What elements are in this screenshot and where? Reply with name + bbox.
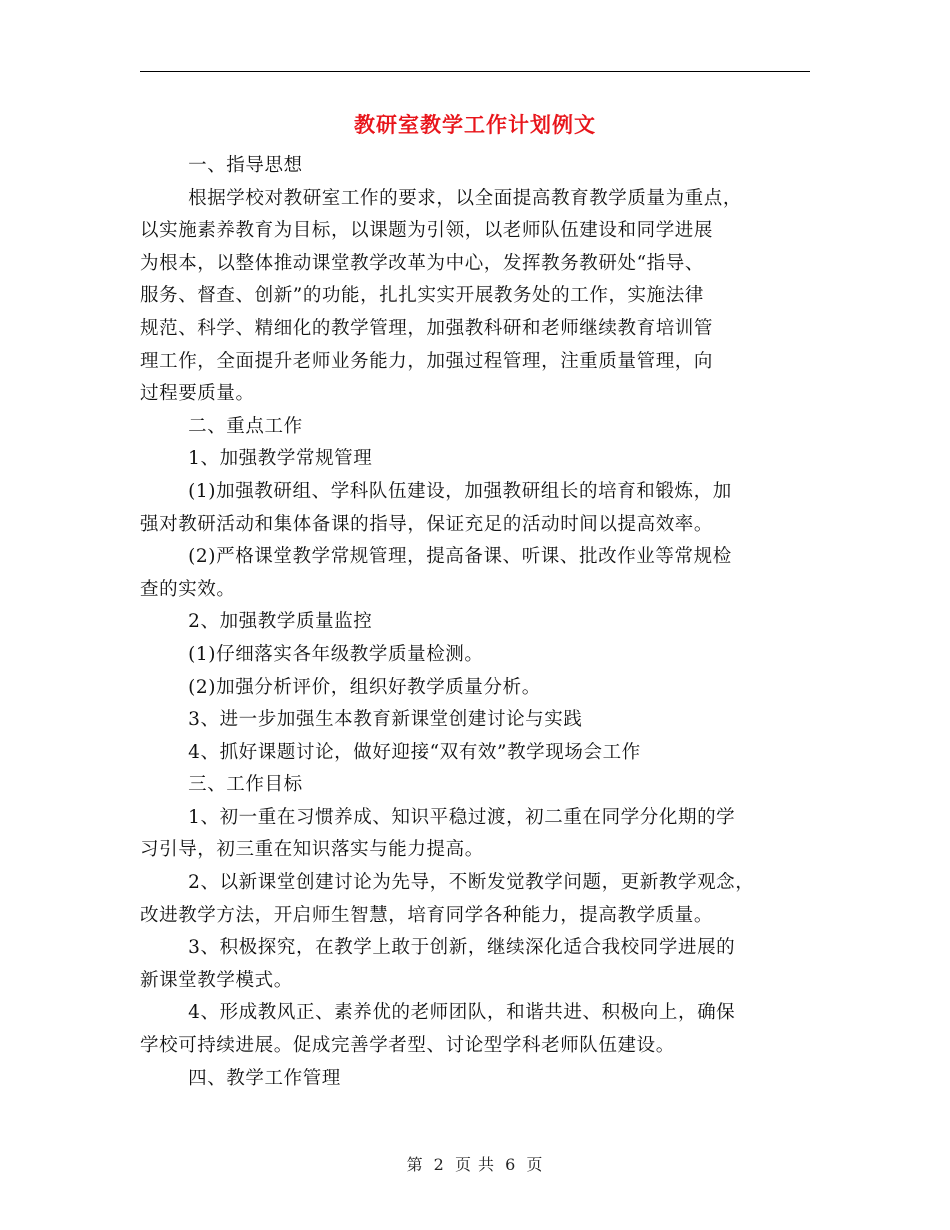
text-line: 理工作，全面提升老师业务能力，加强过程管理，注重质量管理，向 xyxy=(140,350,714,372)
text-line: 1、加强教学常规管理 xyxy=(188,448,373,470)
text-line: 2、加强教学质量监控 xyxy=(188,611,373,633)
footer-prefix: 第 xyxy=(406,1155,424,1174)
text-line: 以实施素养教育为目标，以课题为引领，以老师队伍建设和同学进展 xyxy=(140,220,714,242)
footer-suffix: 页 xyxy=(526,1155,544,1174)
header-rule xyxy=(140,71,810,72)
text-line: 新课堂教学模式。 xyxy=(140,969,293,991)
text-line: 4、抓好课题讨论，做好迎接“双有效”教学现场会工作 xyxy=(188,741,641,763)
document-body xyxy=(140,150,812,1095)
text-line: 查的实效。 xyxy=(140,578,236,600)
text-line: (2)加强分析评价，组织好教学质量分析。 xyxy=(188,676,541,698)
text-line: 一、指导思想 xyxy=(188,155,303,176)
text-line: (1)加强教研组、学科队伍建设，加强教研组长的培育和锻炼，加 xyxy=(188,480,732,502)
text-line: 二、重点工作 xyxy=(188,415,303,437)
text-line: 3、进一步加强生本教育新课堂创建讨论与实践 xyxy=(188,709,583,731)
text-line: 3、积极探究，在教学上敢于创新，继续深化适合我校同学进展的 xyxy=(188,937,736,959)
text-line: (2)严格课堂教学常规管理，提高备课、听课、批改作业等常规检 xyxy=(188,546,732,568)
text-line: 1、初一重在习惯养成、知识平稳过渡，初二重在同学分化期的学 xyxy=(188,806,736,828)
text-line: 习引导，初三重在知识落实与能力提高。 xyxy=(140,839,484,861)
document-title: 教研室教学工作计划例文 xyxy=(354,112,596,137)
page-footer xyxy=(0,1152,950,1175)
footer-current-page: 2 xyxy=(433,1155,445,1174)
footer-total-pages: 6 xyxy=(505,1155,517,1174)
text-line: 四、教学工作管理 xyxy=(188,1067,341,1089)
text-line: 改进教学方法，开启师生智慧，培育同学各种能力，提高教学质量。 xyxy=(140,904,714,926)
text-line: 强对教研活动和集体备课的指导，保证充足的活动时间以提高效率。 xyxy=(140,513,714,535)
text-line: 三、工作目标 xyxy=(188,774,303,796)
footer-middle: 页 共 xyxy=(454,1155,496,1174)
text-line: 学校可持续进展。促成完善学者型、讨论型学科老师队伍建设。 xyxy=(140,1035,675,1057)
text-line: 过程要质量。 xyxy=(140,383,255,405)
text-line: 根据学校对教研室工作的要求，以全面提高教育教学质量为重点， xyxy=(188,187,742,209)
text-line: 为根本，以整体推动课堂教学改革为中心，发挥教务教研处“指导、 xyxy=(140,252,704,274)
text-line: 4、形成教风正、素养优的老师团队，和谐共进、积极向上，确保 xyxy=(188,1002,736,1024)
text-line: 2、以新课堂创建讨论为先导，不断发觉教学问题，更新教学观念， xyxy=(188,872,755,894)
text-line: 规范、科学、精细化的教学管理，加强教科研和老师继续教育培训管 xyxy=(140,317,714,339)
text-line: 服务、督查、创新”的功能，扎扎实实开展教务处的工作，实施法律 xyxy=(140,285,704,307)
text-line: (1)仔细落实各年级教学质量检测。 xyxy=(188,643,484,665)
